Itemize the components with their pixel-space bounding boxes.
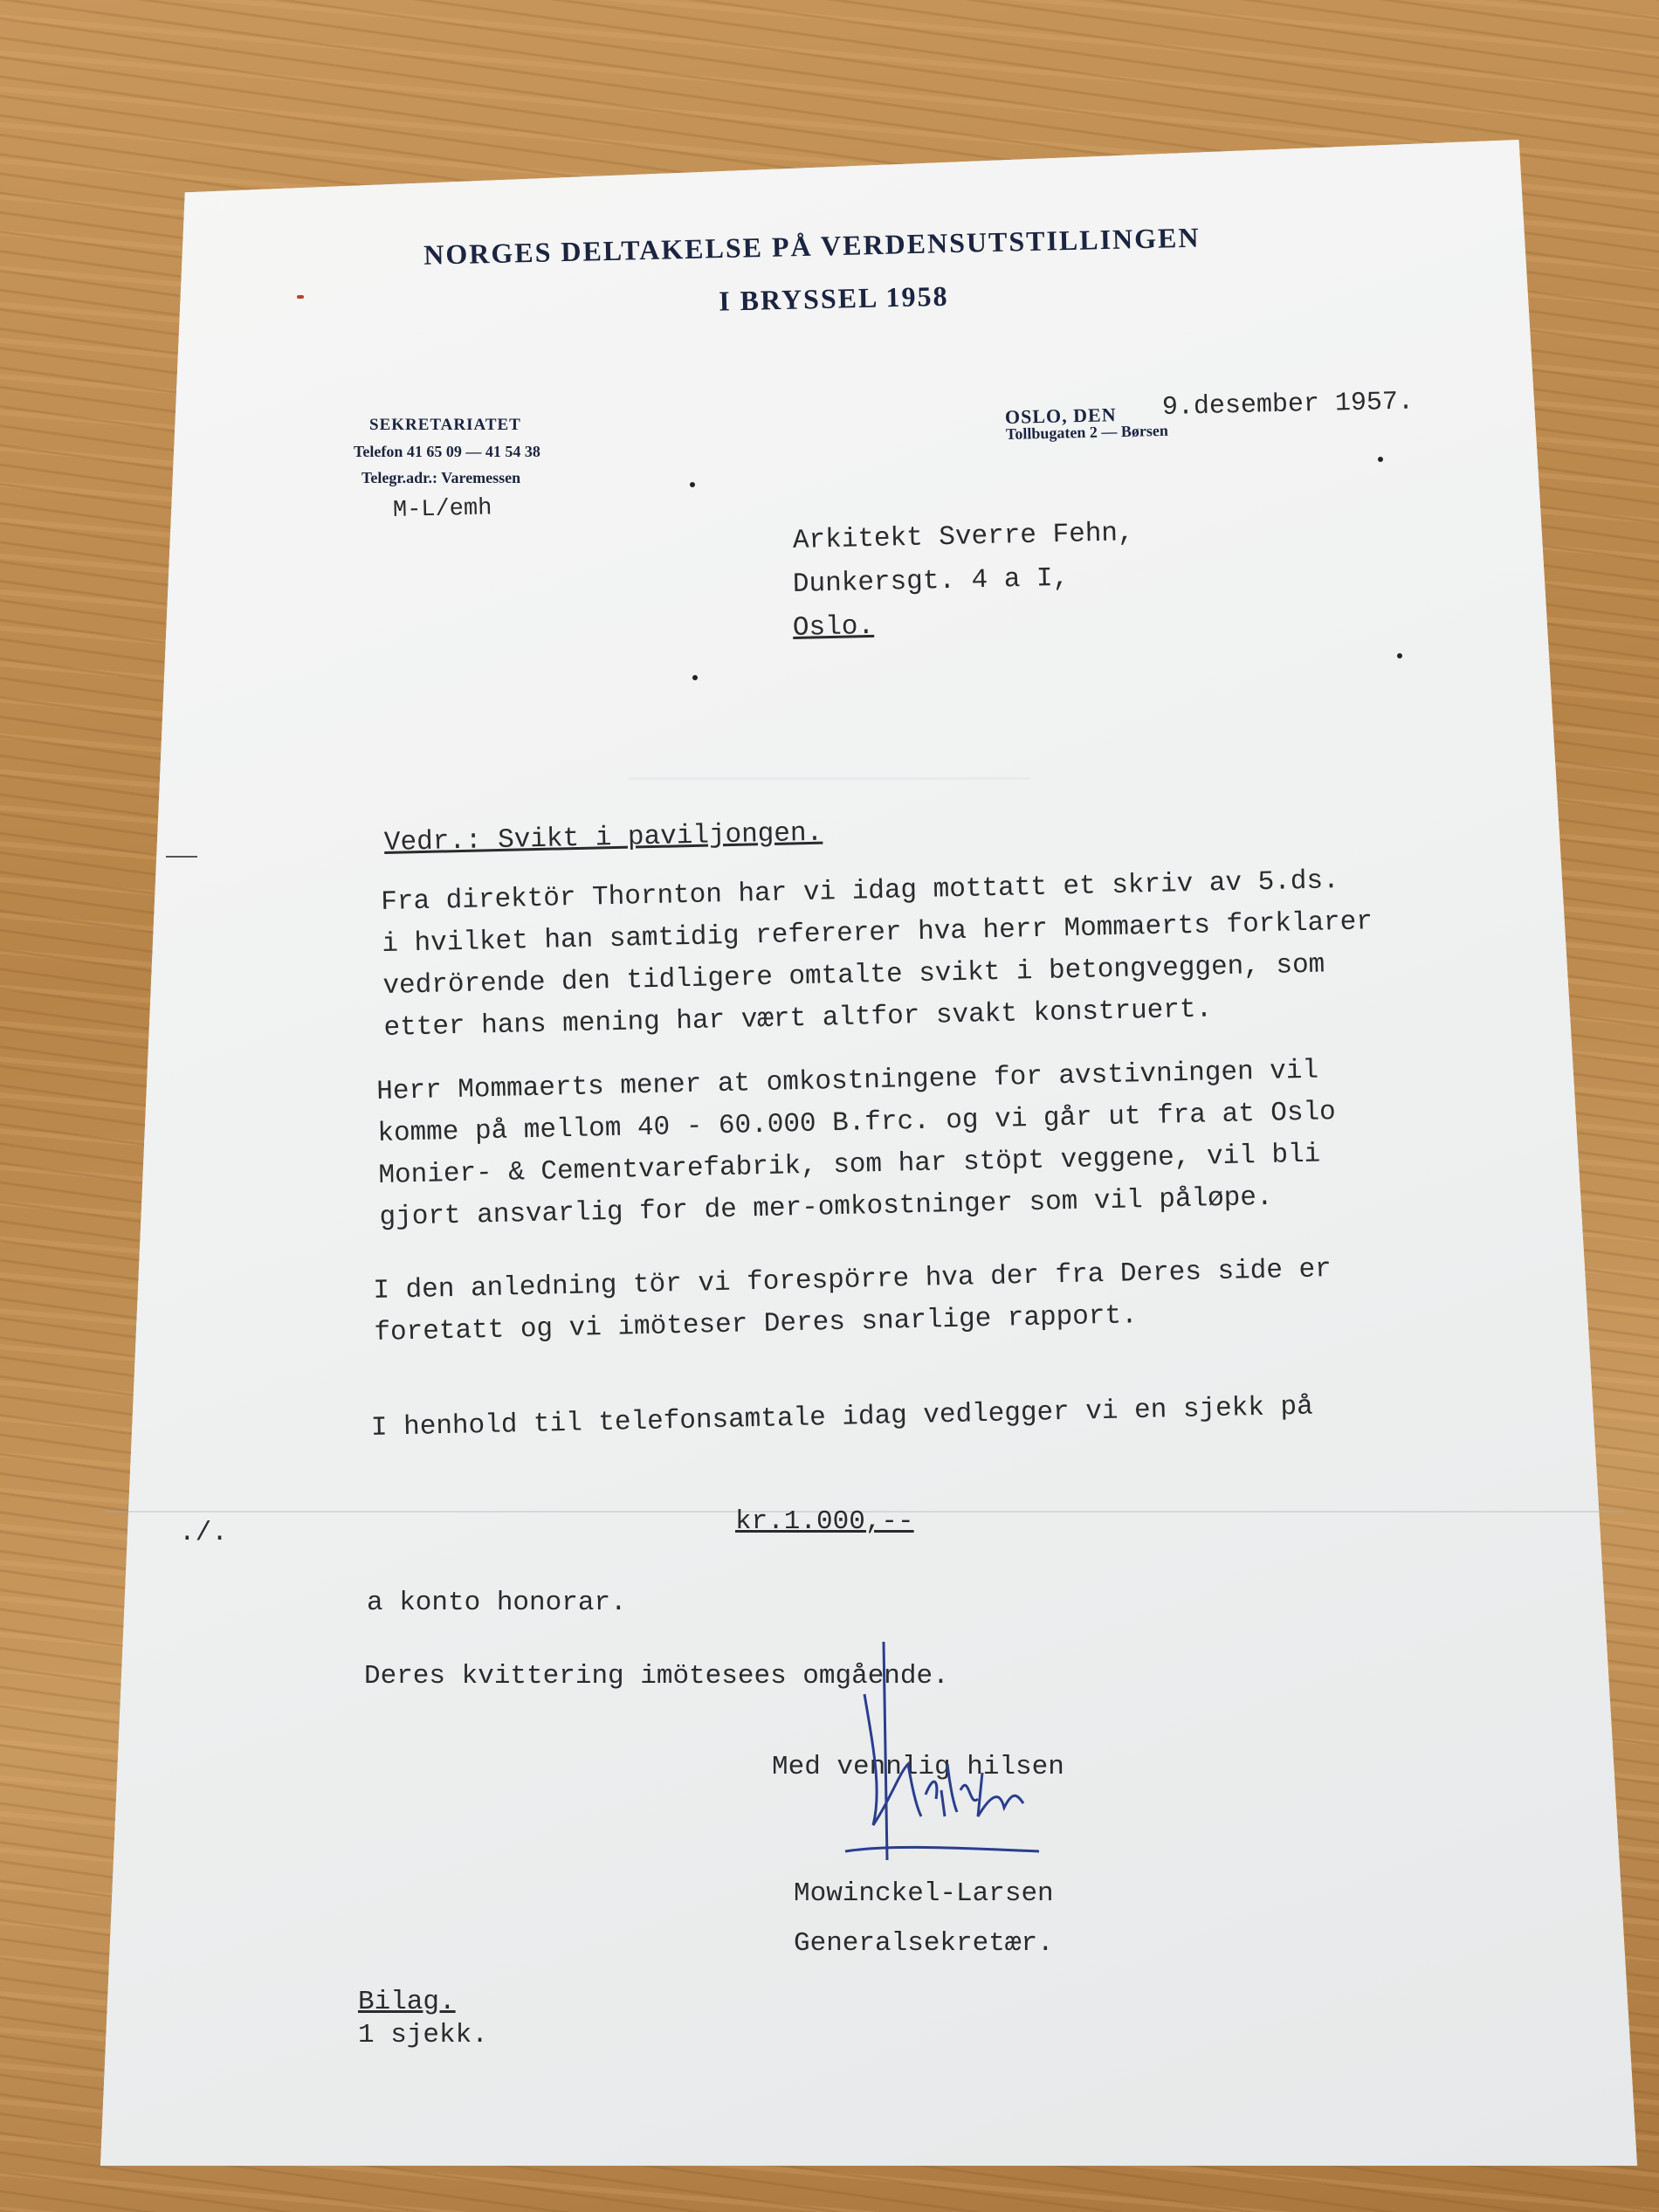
paragraph-line: komme på mellom 40 - 60.000 B.frc. og vi går ut fra at Oslo [377, 1097, 1337, 1150]
paragraph-line: i hvilket han samtidig refererer hva herr Mommaerts forklarer [382, 906, 1373, 961]
paragraph-line: foretatt og vi imöteser Deres snarlige rapport. [374, 1300, 1139, 1348]
paragraph-line: Monier- & Cementvarefabrik, som har stöpt veggene, vil bli [378, 1139, 1321, 1191]
amount: kr.1.000,-- [735, 1506, 914, 1537]
paragraph-line: I den anledning tör vi forespörre hva der fra Deres side er [373, 1254, 1332, 1307]
paragraph-2 [376, 1050, 1339, 1239]
signer-name: Mowinckel-Larsen [794, 1878, 1054, 1909]
paragraph-1 [381, 859, 1375, 1050]
signer-title: Generalsekretær. [794, 1928, 1054, 1959]
attachments-item: 1 sjekk. [358, 2020, 488, 2050]
recipient-line3: Oslo. [792, 610, 875, 644]
enclosure-mark: ./. [179, 1518, 228, 1548]
letterhead-title-line2: I BRYSSEL 1958 [718, 279, 949, 317]
place-label: OSLO, DEN [1004, 403, 1117, 428]
paragraph-line: vedrörende den tidligere omtalte svikt i betongveggen, som [382, 949, 1325, 1002]
telefon-line: Telefon 41 65 09 — 41 54 38 [354, 443, 540, 460]
margin-tick [166, 856, 197, 858]
sekretariat-heading: SEKRETARIATET [369, 416, 521, 434]
receipt-line: Deres kvittering imötesees omgående. [364, 1661, 949, 1692]
sender-address: Tollbugaten 2 — Børsen [1005, 421, 1169, 443]
paragraph-line: Herr Mommaerts mener at omkostningene for avstivningen vil [375, 1055, 1319, 1108]
paragraph-line: gjort ansvarlig for de mer-omkostninger som vil påløpe. [379, 1182, 1273, 1233]
typed-dot [1378, 457, 1383, 462]
telegram-address: Telegr.adr.: Varemessen [361, 469, 521, 486]
letterhead-title-line1: NORGES DELTAKELSE PÅ VERDENSUTSTILLINGEN [423, 221, 1201, 271]
paragraph-4: I henhold til telefonsamtale idag vedlegger vi en sjekk på [370, 1391, 1314, 1444]
typed-dot [690, 482, 695, 487]
signature-icon [838, 1642, 1048, 1869]
recipient-line1: Arkitekt Sverre Fehn, [792, 518, 1134, 556]
faint-watermark [629, 681, 1030, 780]
attachments-label: Bilag. [358, 1987, 456, 2017]
typed-dot [1397, 653, 1402, 658]
subject-line: Vedr.: Svikt i paviljongen. [383, 817, 823, 858]
typed-dot [692, 675, 698, 680]
after-amount: a konto honorar. [367, 1588, 627, 1618]
paragraph-line: Fra direktör Thornton har vi idag mottatt et skriv av 5.ds. [380, 865, 1340, 919]
reference-code: M-L/emh [392, 495, 492, 524]
paragraph-line: etter hans mening har vært altfor svakt konstruert. [383, 994, 1213, 1044]
letter-date: 9.desember 1957. [1161, 387, 1415, 423]
recipient-line2: Dunkersgt. 4 a I, [792, 562, 1070, 600]
closing-greeting: Med vennlig hilsen [772, 1752, 1064, 1782]
rust-mark [297, 295, 304, 299]
